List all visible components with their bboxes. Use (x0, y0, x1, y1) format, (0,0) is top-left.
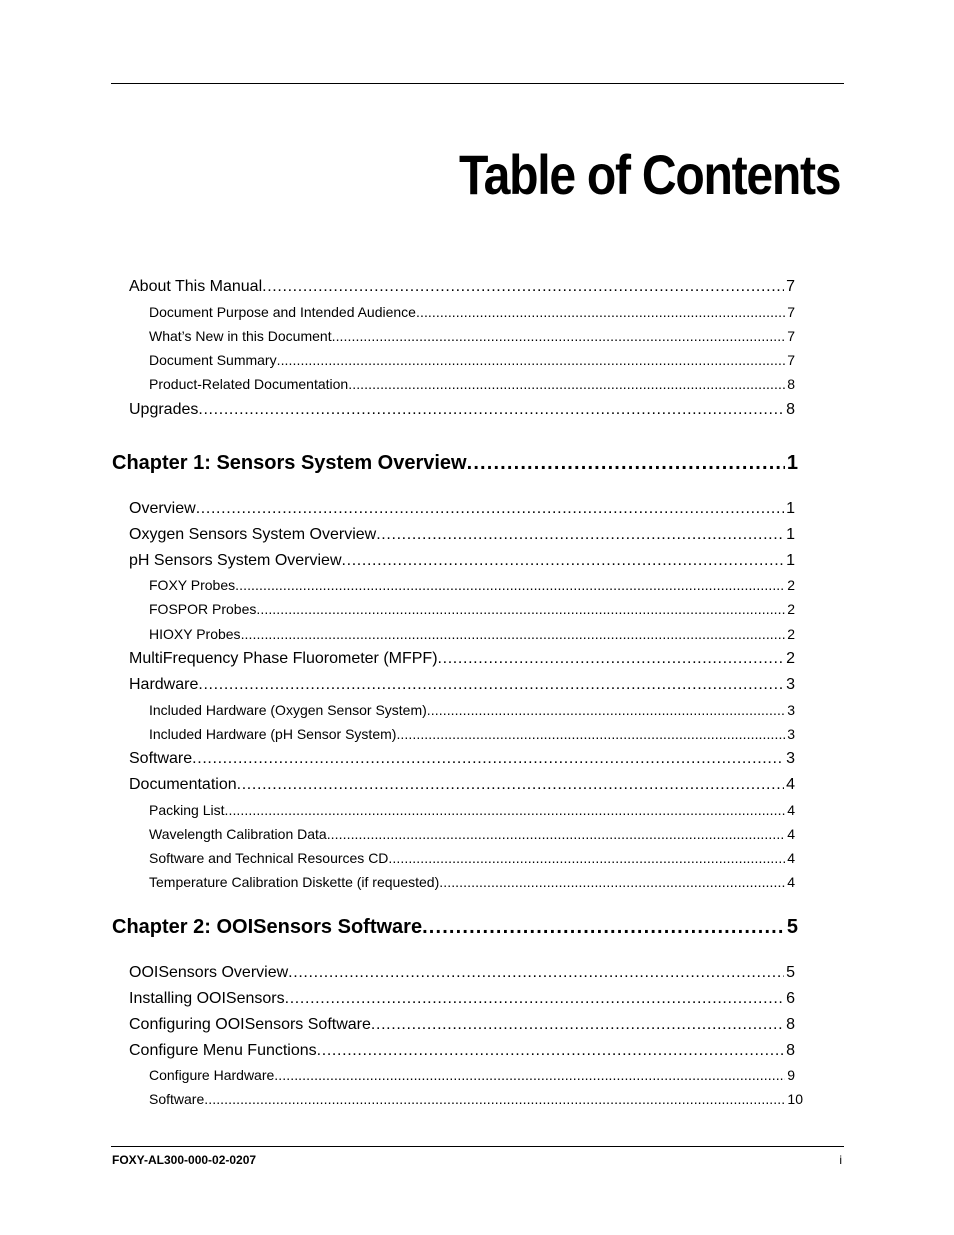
toc-entry-label: HIOXY Probes (149, 626, 241, 642)
dot-leader (396, 726, 785, 742)
toc-entry-label: Configure Hardware (149, 1067, 275, 1083)
page-title: Table of Contents (458, 143, 840, 206)
toc-entry-product-related-documentation[interactable] (149, 376, 795, 394)
dot-leader (376, 526, 784, 544)
dot-leader (241, 626, 786, 642)
toc-entry-software[interactable] (129, 750, 795, 770)
toc-entry-document-summary[interactable] (149, 352, 795, 370)
dot-leader (256, 601, 785, 617)
toc-entry-page: 8 (786, 1016, 795, 1033)
toc-entry-label: Packing List (149, 802, 225, 818)
toc-entry-fospor-probes[interactable] (149, 601, 795, 619)
dot-leader (237, 776, 784, 794)
toc-entry-page: 7 (787, 304, 795, 320)
dot-leader (422, 916, 785, 939)
toc-entry-page: 7 (787, 328, 795, 344)
toc-entry-label: pH Sensors System Overview (129, 552, 342, 569)
toc-entry-page: 8 (786, 401, 795, 418)
toc-entry-label: Software (129, 750, 193, 767)
toc-entry-label: Included Hardware (Oxygen Sensor System) (149, 702, 427, 718)
toc-entry-label: Document Summary (149, 352, 277, 368)
dot-leader (224, 802, 785, 818)
toc-entry-label: Temperature Calibration Diskette (if requested) (149, 874, 440, 890)
toc-entry-label: Document Purpose and Intended Audience (149, 304, 416, 320)
footer-rule (111, 1146, 844, 1147)
toc-entry-label: MultiFrequency Phase Fluorometer (MFPF) (129, 650, 438, 667)
toc-entry-label: FOSPOR Probes (149, 601, 257, 617)
toc-entry-oxygen-sensors-overview[interactable] (129, 526, 795, 546)
toc-entry-label: Included Hardware (pH Sensor System) (149, 726, 397, 742)
toc-chapter-2[interactable] (112, 916, 798, 942)
toc-entry-page: 3 (787, 726, 795, 742)
toc-entry-configure-menu-functions[interactable] (129, 1042, 795, 1062)
toc-entry-configuring-ooisensors[interactable] (129, 1016, 795, 1036)
toc-entry-software-sub[interactable] (149, 1091, 803, 1109)
toc-entry-label: Configure Menu Functions (129, 1042, 317, 1059)
footer-page-number: i (839, 1153, 842, 1167)
toc-entry-page: 9 (787, 1067, 795, 1083)
toc-entry-document-purpose[interactable] (149, 304, 795, 322)
toc-entry-mfpf[interactable] (129, 650, 795, 670)
toc-entry-label: Configuring OOISensors Software (129, 1016, 371, 1033)
dot-leader (262, 278, 784, 296)
toc-entry-hioxy-probes[interactable] (149, 626, 795, 644)
toc-entry-configure-hardware[interactable] (149, 1067, 795, 1085)
toc-entry-label: Upgrades (129, 401, 199, 418)
dot-leader (277, 352, 786, 368)
toc-entry-label: About This Manual (129, 278, 263, 295)
toc-entry-label: Overview (129, 500, 196, 517)
toc-entry-page: 7 (786, 278, 795, 295)
toc-entry-label: FOXY Probes (149, 577, 236, 593)
toc-entry-page: 10 (787, 1091, 803, 1107)
dot-leader (317, 1042, 784, 1060)
header-rule (111, 83, 844, 84)
toc-entry-included-hardware-oxygen[interactable] (149, 702, 795, 720)
dot-leader (388, 850, 785, 866)
dot-leader (288, 964, 784, 982)
dot-leader (192, 750, 784, 768)
toc-entry-temperature-calibration[interactable] (149, 874, 795, 892)
toc-entry-page: 7 (787, 352, 795, 368)
dot-leader (348, 376, 785, 392)
toc-entry-page: 1 (786, 526, 795, 543)
toc-entry-about-this-manual[interactable] (129, 278, 795, 298)
toc-entry-packing-list[interactable] (149, 802, 795, 820)
toc-entry-label: Software and Technical Resources CD (149, 850, 389, 866)
dot-leader (416, 304, 785, 320)
toc-entry-included-hardware-ph[interactable] (149, 726, 795, 744)
toc-chapter-label: Chapter 1: Sensors System Overview (112, 452, 467, 474)
toc-entry-label: Oxygen Sensors System Overview (129, 526, 377, 543)
toc-entry-label: Product-Related Documentation (149, 376, 349, 392)
dot-leader (198, 401, 784, 419)
toc-entry-software-technical-cd[interactable] (149, 850, 795, 868)
toc-entry-page: 3 (787, 702, 795, 718)
toc-entry-page: 3 (786, 750, 795, 767)
toc-entry-hardware[interactable] (129, 676, 795, 696)
toc-entry-label: Software (149, 1091, 205, 1107)
toc-entry-label: Installing OOISensors (129, 990, 285, 1007)
dot-leader (427, 702, 785, 718)
toc-entry-page: 2 (787, 626, 795, 642)
toc-entry-installing-ooisensors[interactable] (129, 990, 795, 1010)
dot-leader (327, 826, 786, 842)
toc-entry-page: 1 (786, 500, 795, 517)
toc-entry-upgrades[interactable] (129, 401, 795, 421)
toc-entry-documentation[interactable] (129, 776, 795, 796)
dot-leader (439, 874, 785, 890)
toc-chapter-label: Chapter 2: OOISensors Software (112, 916, 423, 938)
toc-entry-page: 4 (787, 874, 795, 890)
dot-leader (342, 552, 785, 570)
toc-entry-ph-sensors-overview[interactable] (129, 552, 795, 572)
toc-chapter-page: 1 (786, 452, 798, 474)
toc-entry-page: 8 (786, 1042, 795, 1059)
toc-entry-page: 4 (787, 850, 795, 866)
footer-document-number: FOXY-AL300-000-02-0207 (112, 1153, 257, 1167)
toc-entry-whats-new[interactable] (149, 328, 795, 346)
toc-entry-label: Documentation (129, 776, 237, 793)
dot-leader (196, 500, 784, 518)
toc-entry-label: OOISensors Overview (129, 964, 289, 981)
dot-leader (371, 1016, 784, 1034)
toc-entry-foxy-probes[interactable] (149, 577, 795, 595)
toc-entry-page: 4 (787, 826, 795, 842)
dot-leader (235, 577, 785, 593)
toc-entry-page: 6 (786, 990, 795, 1007)
dot-leader (467, 452, 785, 475)
toc-entry-wavelength-calibration[interactable] (149, 826, 795, 844)
dot-leader (274, 1067, 785, 1083)
toc-entry-label: What’s New in this Document (149, 328, 332, 344)
toc-entry-label: Hardware (129, 676, 199, 693)
toc-entry-page: 5 (786, 964, 795, 981)
toc-entry-label: Wavelength Calibration Data (149, 826, 327, 842)
toc-entry-page: 1 (786, 552, 795, 569)
toc-entry-page: 2 (786, 650, 795, 667)
dot-leader (438, 650, 785, 668)
toc-entry-page: 4 (786, 776, 795, 793)
dot-leader (198, 676, 784, 694)
toc-entry-page: 3 (786, 676, 795, 693)
toc-entry-page: 4 (787, 802, 795, 818)
toc-chapter-1[interactable] (112, 452, 798, 478)
toc-entry-page: 8 (787, 376, 795, 392)
dot-leader (332, 328, 786, 344)
toc-entry-overview[interactable] (129, 500, 795, 520)
toc-entry-ooisensors-overview[interactable] (129, 964, 795, 984)
dot-leader (204, 1091, 785, 1107)
dot-leader (285, 990, 784, 1008)
toc-entry-page: 2 (787, 577, 795, 593)
toc-entry-page: 2 (787, 601, 795, 617)
toc-chapter-page: 5 (786, 916, 798, 938)
